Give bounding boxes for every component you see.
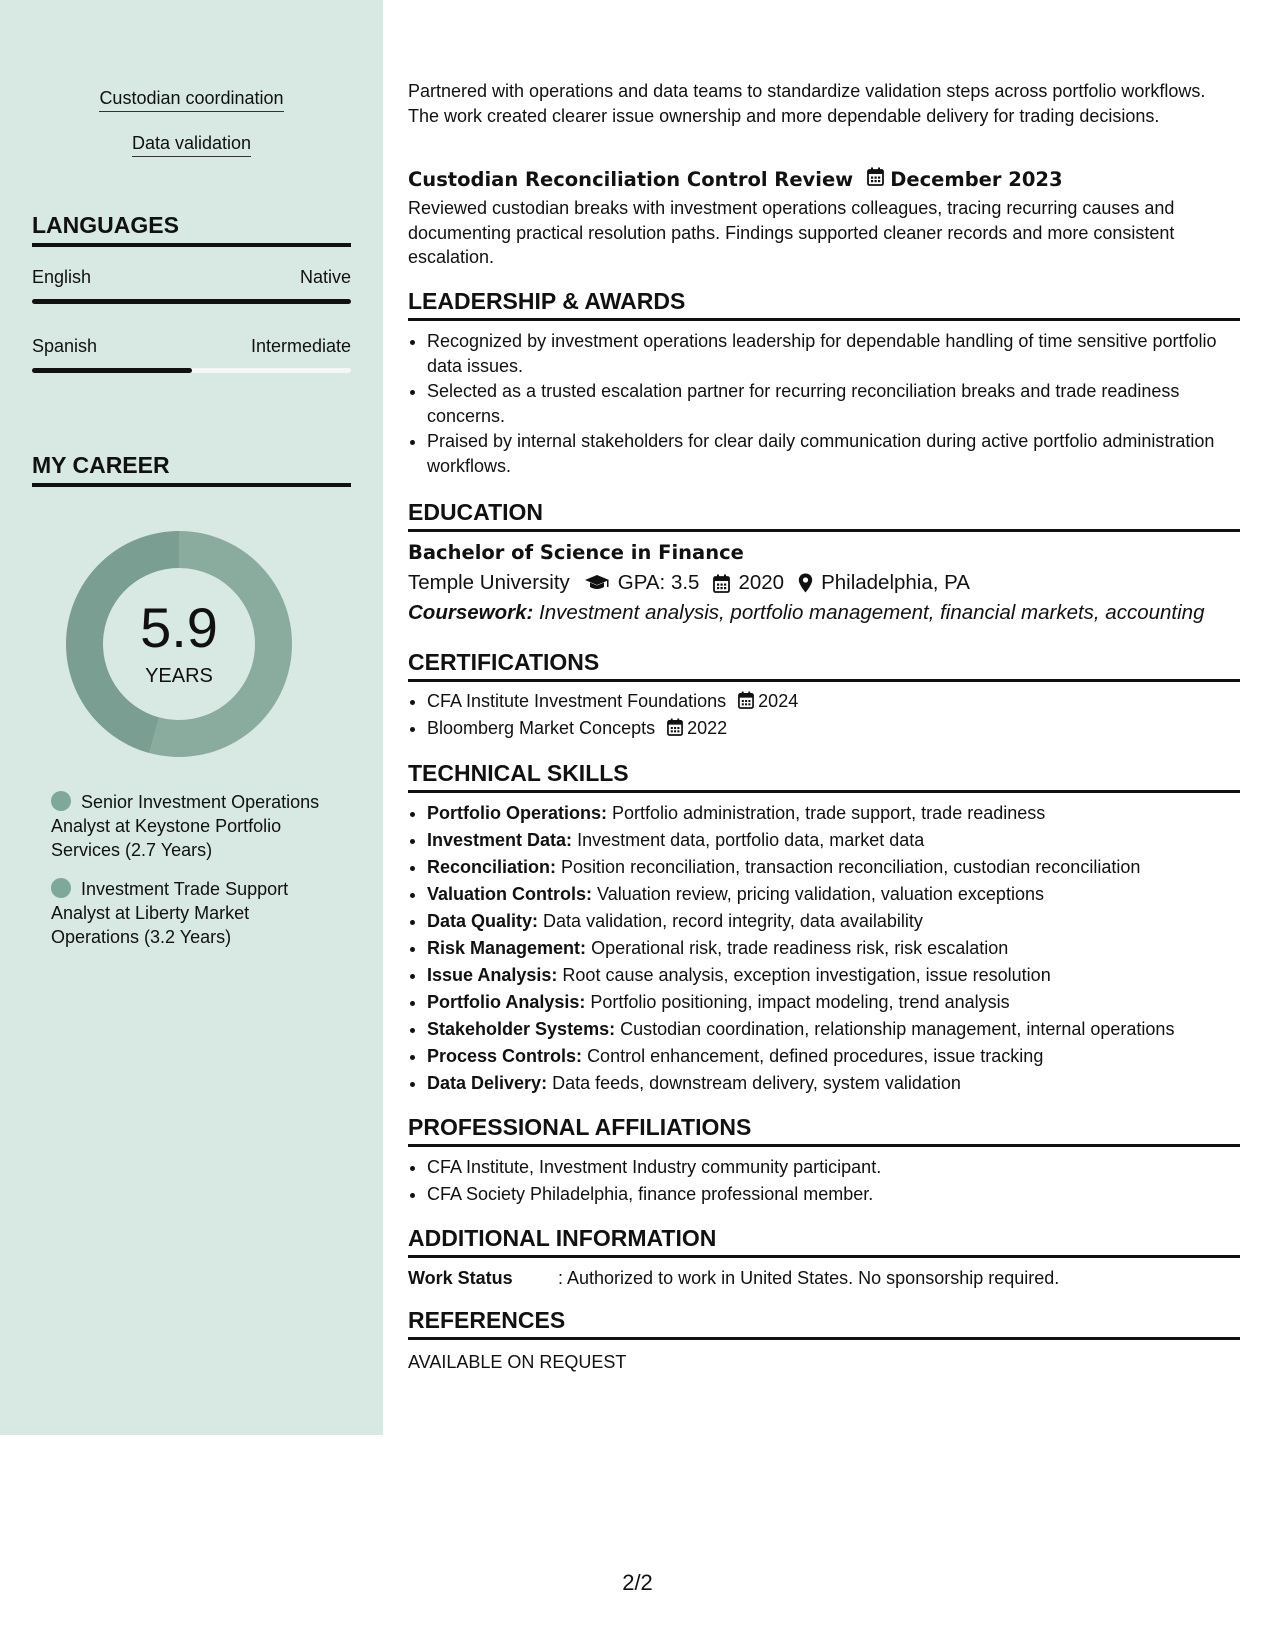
skill-item bbox=[427, 908, 1228, 935]
skill-label: Portfolio Operations: bbox=[427, 803, 607, 823]
skill-item bbox=[427, 1070, 1228, 1097]
calendar-icon bbox=[667, 718, 683, 736]
language-name: English bbox=[32, 267, 92, 287]
career-total-value: 5.9 bbox=[140, 596, 218, 659]
skill-item bbox=[427, 989, 1228, 1016]
skill-value: Root cause analysis, exception investigation, issue resolution bbox=[562, 965, 1051, 985]
career-heading: MY CAREER bbox=[32, 452, 351, 487]
language-row bbox=[32, 267, 351, 288]
project-title: Custodian Reconciliation Control Review December 2023 bbox=[408, 167, 1063, 191]
skill-label: Valuation Controls: bbox=[427, 884, 593, 904]
list-item: • Praised by internal stakeholders for clear daily communication during active portfolio administration workflows. bbox=[427, 429, 1228, 478]
calendar-icon bbox=[867, 167, 884, 191]
certification-item: • CFA Institute Investment Foundations 2024 bbox=[427, 688, 1228, 715]
project-paragraph: Partnered with operations and data teams to standardize validation steps across portfolio workflows. The work created clearer issue ownership and more dependable delivery for trading decisions. bbox=[408, 81, 1206, 126]
list-item: • CFA Institute, Investment Industry community participant. bbox=[427, 1154, 1228, 1181]
skill-item bbox=[427, 800, 1228, 827]
coursework bbox=[408, 601, 1240, 625]
skill-label: Data Delivery: bbox=[427, 1073, 548, 1093]
technical-skills-heading: TECHNICAL SKILLS bbox=[408, 760, 1240, 793]
skill-label: Risk Management: bbox=[427, 938, 587, 958]
legend-dot bbox=[51, 878, 71, 898]
education-heading: EDUCATION bbox=[408, 499, 1240, 532]
skill-value: Portfolio administration, trade support, trade readiness bbox=[612, 803, 1046, 823]
skill-label: Data Quality: bbox=[427, 911, 539, 931]
language-bar bbox=[32, 368, 351, 373]
languages-heading: LANGUAGES bbox=[32, 212, 351, 247]
calendar-icon bbox=[738, 691, 754, 709]
page-number: 2/2 bbox=[622, 1570, 653, 1595]
skill-value: Control enhancement, defined procedures, issue tracking bbox=[587, 1046, 1044, 1066]
skill-value: Portfolio positioning, impact modeling, trend analysis bbox=[590, 992, 1010, 1012]
certification-year: 2022 bbox=[687, 718, 728, 738]
references-heading: REFERENCES bbox=[408, 1307, 1240, 1340]
skill-item bbox=[427, 1043, 1228, 1070]
language-bar-fill bbox=[32, 368, 192, 373]
language-bar bbox=[32, 299, 351, 304]
certifications-heading: CERTIFICATIONS bbox=[408, 649, 1240, 682]
education-details bbox=[408, 571, 970, 595]
skill-item bbox=[427, 962, 1228, 989]
skill-label: Portfolio Analysis: bbox=[427, 992, 586, 1012]
technical-skills-list bbox=[408, 800, 1228, 1097]
legend-dot bbox=[51, 791, 71, 811]
skill-label: Issue Analysis: bbox=[427, 965, 558, 985]
skill-label: Investment Data: bbox=[427, 830, 573, 850]
certifications-list bbox=[408, 688, 1228, 742]
leadership-heading: LEADERSHIP & AWARDS bbox=[408, 288, 1240, 321]
skill-item bbox=[427, 854, 1228, 881]
skill-tag: Data validation bbox=[0, 133, 383, 157]
work-status-label: Work Status bbox=[408, 1268, 513, 1288]
list-item: • Recognized by investment operations leadership for dependable handling of time sensitive portfolio data issues. bbox=[427, 329, 1228, 378]
skill-label: Process Controls: bbox=[427, 1046, 583, 1066]
certification-year: 2024 bbox=[758, 691, 799, 711]
references-text: AVAILABLE ON REQUEST bbox=[408, 1352, 627, 1372]
additional-info-heading: ADDITIONAL INFORMATION bbox=[408, 1225, 1240, 1258]
skill-value: Custodian coordination, relationship management, internal operations bbox=[620, 1019, 1175, 1039]
leadership-list bbox=[408, 329, 1228, 478]
list-item: • Selected as a trusted escalation partner for recurring reconciliation breaks and trade readiness concerns. bbox=[427, 379, 1228, 428]
skill-label: Reconciliation: bbox=[427, 857, 557, 877]
coursework-label: Coursework: bbox=[408, 601, 534, 624]
language-level: Native bbox=[299, 267, 351, 287]
project-description: Reviewed custodian breaks with investment operations colleagues, tracing recurring causes and documenting practical resolution paths. Findings supported cleaner records and more consistent escalation. bbox=[408, 198, 1175, 267]
skill-value: Data feeds, downstream delivery, system validation bbox=[552, 1073, 961, 1093]
language-level: Intermediate bbox=[250, 336, 351, 356]
skill-value: Valuation review, pricing validation, valuation exceptions bbox=[597, 884, 1044, 904]
list-item: • CFA Society Philadelphia, finance professional member. bbox=[427, 1181, 1228, 1208]
skill-item bbox=[427, 935, 1228, 962]
skill-value: Data validation, record integrity, data availability bbox=[543, 911, 923, 931]
skill-item bbox=[427, 827, 1228, 854]
graduation-year: 2020 bbox=[738, 571, 785, 594]
work-status-row bbox=[408, 1268, 1240, 1289]
career-legend-item: Investment Trade Support Analyst at Liberty Market Operations (3.2 Years) bbox=[51, 879, 289, 947]
project-date: December 2023 bbox=[890, 167, 1063, 191]
skill-value: Operational risk, trade readiness risk, risk escalation bbox=[591, 938, 1009, 958]
certification-item: • Bloomberg Market Concepts 2022 bbox=[427, 715, 1228, 742]
language-bar-fill bbox=[32, 299, 351, 304]
school-name: Temple University bbox=[408, 571, 570, 594]
career-total-unit: YEARS bbox=[145, 665, 213, 687]
affiliations-list bbox=[408, 1154, 1228, 1208]
education-location: Philadelphia, PA bbox=[821, 571, 970, 594]
skill-label: Stakeholder Systems: bbox=[427, 1019, 616, 1039]
calendar-icon bbox=[713, 574, 730, 593]
career-legend-item: Senior Investment Operations Analyst at Keystone Portfolio Services (2.7 Years) bbox=[51, 792, 320, 860]
gpa: GPA: 3.5 bbox=[617, 571, 700, 594]
skill-tag: Custodian coordination bbox=[0, 88, 383, 112]
work-status-value: : Authorized to work in United States. No sponsorship required. bbox=[558, 1268, 1060, 1288]
skill-item bbox=[427, 881, 1228, 908]
language-row bbox=[32, 336, 351, 357]
skill-value: Investment data, portfolio data, market data bbox=[577, 830, 925, 850]
coursework-text: Investment analysis, portfolio management, financial markets, accounting bbox=[539, 601, 1205, 624]
sidebar bbox=[0, 0, 383, 1435]
education-degree: Bachelor of Science in Finance bbox=[408, 541, 744, 564]
skill-value: Position reconciliation, transaction reconciliation, custodian reconciliation bbox=[561, 857, 1141, 877]
language-name: Spanish bbox=[32, 336, 98, 356]
location-pin-icon bbox=[798, 573, 813, 593]
affiliations-heading: PROFESSIONAL AFFILIATIONS bbox=[408, 1114, 1240, 1147]
graduation-cap-icon bbox=[584, 574, 610, 592]
skill-item bbox=[427, 1016, 1228, 1043]
